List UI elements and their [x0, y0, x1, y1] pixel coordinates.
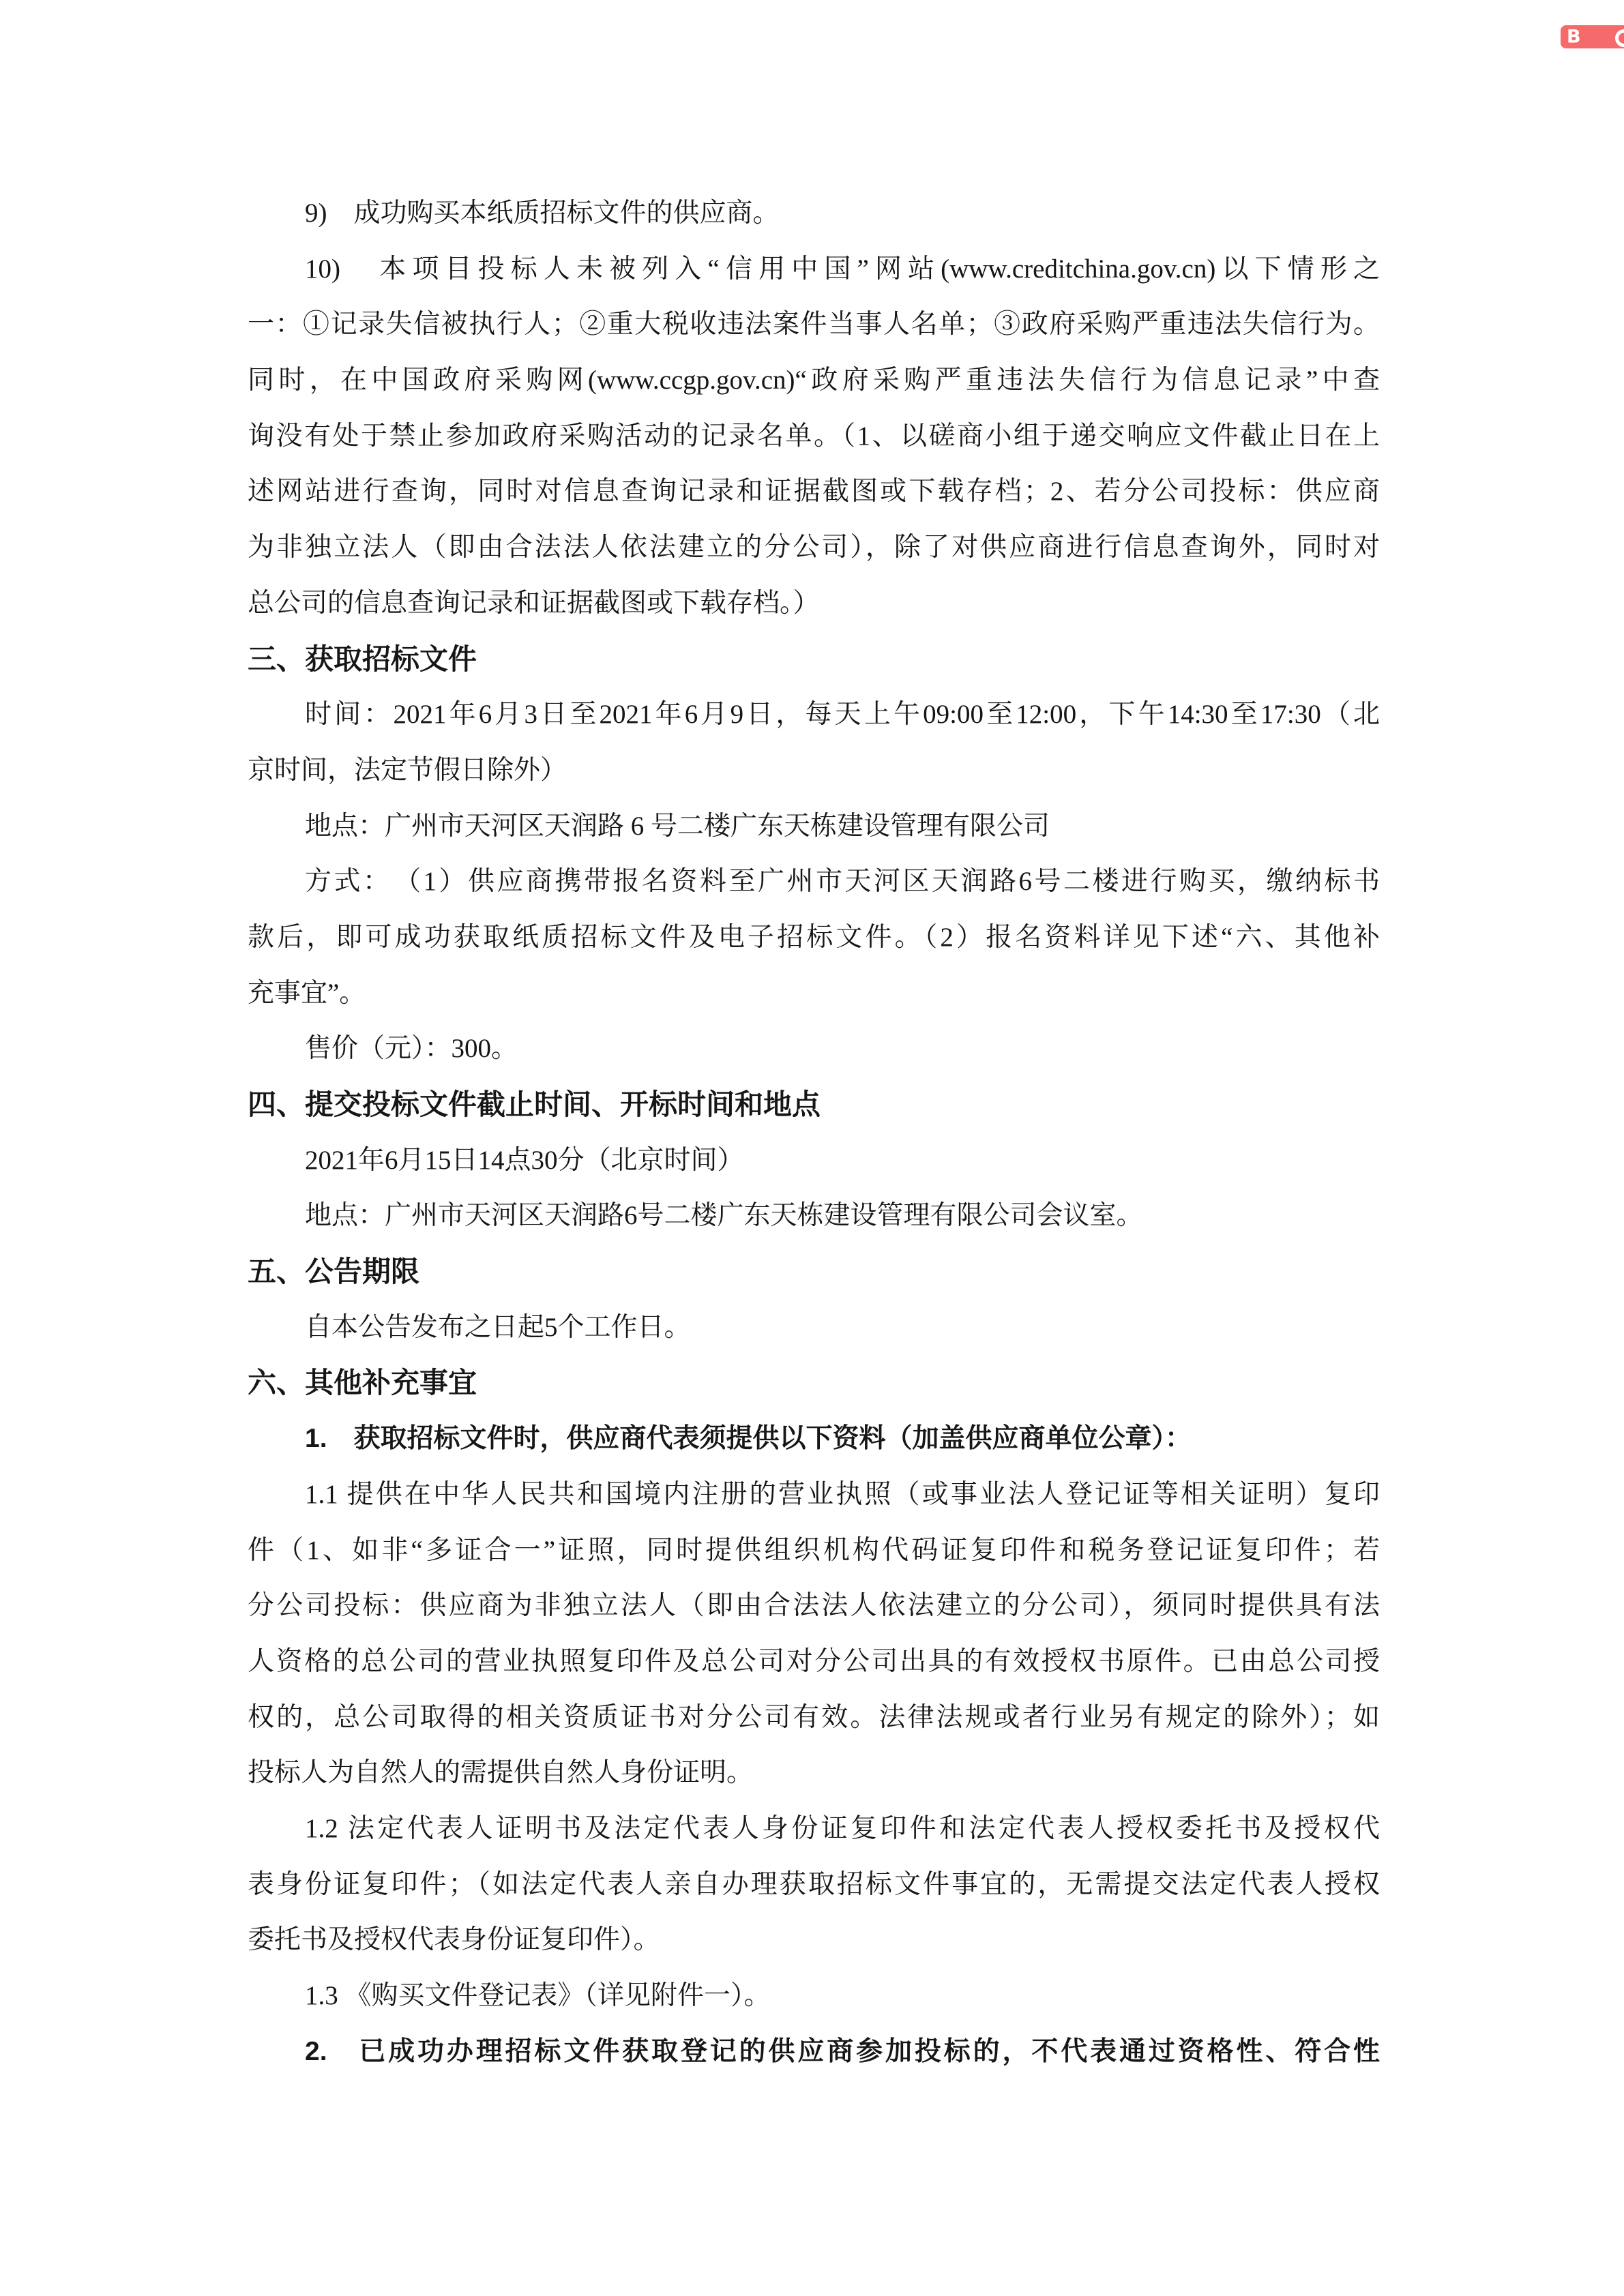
- text-line-26: 分公司投标：供应商为非独立法人（即由合法法人依法建立的分公司），须同时提供具有法: [248, 1591, 1380, 1621]
- text-line-11: 京时间，法定节假日除外）: [248, 755, 567, 785]
- text-line-25: 件（1、如非“多证合一”证照，同时提供组织机构代码证复印件和税务登记证复印件；若: [248, 1535, 1380, 1565]
- text-line-31: 表身份证复印件；（如法定代表人亲自办理获取招标文件事宜的，无需提交法定代表人授权: [248, 1869, 1380, 1899]
- text-line-22: 六、其他补充事宜: [248, 1367, 477, 1399]
- text-line-8: 总公司的信息查询记录和证据截图或下载存档。）: [248, 588, 820, 618]
- text-line-23: 1. 获取招标文件时，供应商代表须提供以下资料（加盖供应商单位公章）：: [305, 1424, 1192, 1454]
- text-line-21: 自本公告发布之日起5个工作日。: [305, 1312, 691, 1342]
- document-body: [248, 185, 1380, 2079]
- text-line-2: 10) 本项目投标人未被列入“信用中国”网站(www.creditchina.gov.cn)以下情形之: [305, 254, 1380, 284]
- text-line-12: 地点：广州市天河区天润路 6 号二楼广东天栋建设管理有限公司: [305, 811, 1050, 841]
- text-line-9: 三、获取招标文件: [248, 642, 477, 675]
- text-line-5: 询没有处于禁止参加政府采购活动的记录名单。（1、以磋商小组于递交响应文件截止日在上: [248, 421, 1380, 451]
- text-line-24: 1.1 提供在中华人民共和国境内注册的营业执照（或事业法人登记证等相关证明）复印: [305, 1479, 1380, 1509]
- corner-badge[interactable]: [1561, 25, 1624, 48]
- text-line-29: 投标人为自然人的需提供自然人身份证明。: [248, 1758, 754, 1788]
- text-line-10: 时间：2021年6月3日至2021年6月9日，每天上午09:00至12:00，下午14:30至17:30（北: [305, 700, 1380, 730]
- text-line-18: 2021年6月15日14点30分（北京时间）: [305, 1145, 744, 1175]
- text-line-4: 同时，在中国政府采购网(www.ccgp.gov.cn)“政府采购严重违法失信行为信息记录”中查: [248, 366, 1380, 396]
- text-line-33: 1.3 《购买文件登记表》（详见附件一）。: [305, 1981, 771, 2010]
- text-line-19: 地点：广州市天河区天润路6号二楼广东天栋建设管理有限公司会议室。: [305, 1201, 1143, 1231]
- text-line-28: 权的，总公司取得的相关资质证书对分公司有效。法律法规或者行业另有规定的除外）；如: [248, 1702, 1380, 1732]
- text-line-13: 方式： （1）供应商携带报名资料至广州市天河区天润路6号二楼进行购买，缴纳标书: [305, 867, 1380, 897]
- text-line-3: 一：①记录失信被执行人；②重大税收违法案件当事人名单；③政府采购严重违法失信行为。: [248, 310, 1380, 340]
- badge-letter: B: [1567, 26, 1581, 48]
- text-line-32: 委托书及授权代表身份证复印件）。: [248, 1925, 660, 1955]
- text-line-17: 四、提交投标文件截止时间、开标时间和地点: [248, 1088, 821, 1120]
- text-line-27: 人资格的总公司的营业执照复印件及总公司对分公司出具的有效授权书原件。已由总公司授: [248, 1646, 1380, 1676]
- text-line-14: 款后，即可成功获取纸质招标文件及电子招标文件。（2）报名资料详见下述“六、其他补: [248, 922, 1380, 952]
- text-line-30: 1.2 法定代表人证明书及法定代表人身份证复印件和法定代表人授权委托书及授权代: [305, 1813, 1380, 1843]
- text-line-1: 9) 成功购买本纸质招标文件的供应商。: [305, 198, 780, 228]
- text-line-15: 充事宜”。: [248, 978, 366, 1008]
- text-line-7: 为非独立法人（即由合法法人依法建立的分公司），除了对供应商进行信息查询外，同时对: [248, 533, 1380, 563]
- text-line-34: 2. 已成功办理招标文件获取登记的供应商参加投标的，不代表通过资格性、符合性: [305, 2036, 1380, 2066]
- badge-partial-glyph-icon: [1615, 29, 1624, 47]
- text-line-6: 述网站进行查询，同时对信息查询记录和证据截图或下载存档；2、若分公司投标：供应商: [248, 477, 1380, 507]
- text-line-16: 售价（元）：300。: [305, 1034, 518, 1064]
- text-line-20: 五、公告期限: [248, 1255, 420, 1288]
